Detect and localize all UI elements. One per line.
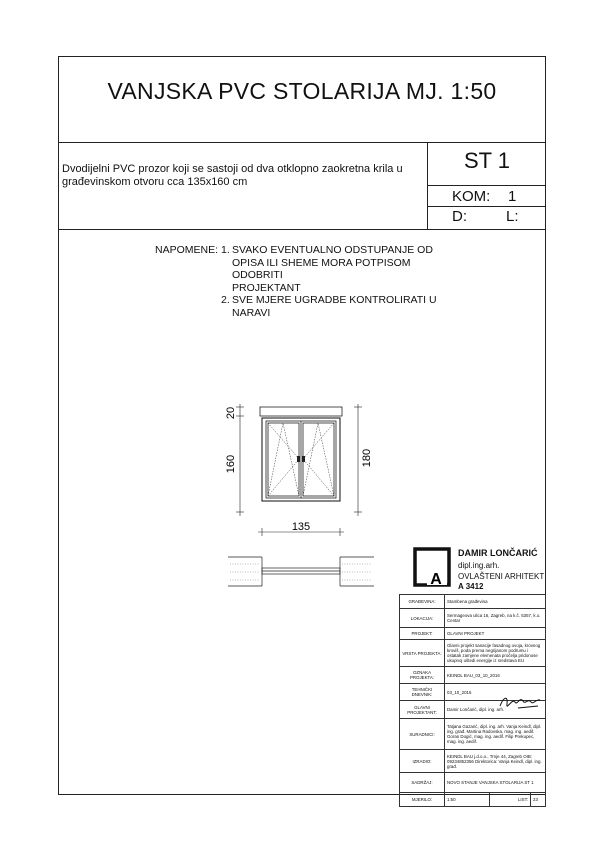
note-1-number: 1. bbox=[221, 244, 230, 256]
tb-key: GRAĐEVINA: bbox=[400, 595, 445, 609]
list-value: 23 bbox=[531, 793, 546, 807]
sash-right-turn-mark bbox=[303, 423, 334, 496]
tb-key: SADRŽAJ: bbox=[400, 773, 445, 793]
tb-value: 03_10_2015 bbox=[445, 684, 546, 701]
sash-left-handle bbox=[297, 456, 300, 462]
tb-value: KEINDL BAU j.d.o.o., Trnje 44, Zagreb OIB: 09234852356 Direktorica: Vanja Keindl, dipl. ing. građ. bbox=[445, 750, 546, 773]
dim-bottom-label: 135 bbox=[291, 521, 311, 533]
window-plan-section bbox=[228, 557, 374, 586]
table-row bbox=[400, 595, 546, 609]
table-row bbox=[400, 640, 546, 667]
table-row bbox=[400, 628, 546, 640]
tb-value: NOVO STANJE VANJSKA STOLARIJA ST 1 bbox=[445, 773, 546, 793]
signature bbox=[498, 692, 544, 714]
dim-right-label: 180 bbox=[361, 448, 373, 468]
dim-top-label: 20 bbox=[225, 406, 237, 420]
note-1-line-3: PROJEKTANT bbox=[232, 281, 301, 294]
tb-value: KEINDL BAU_03_10_2016 bbox=[445, 667, 546, 684]
sash-left-tilt-mark bbox=[268, 423, 299, 496]
table-row bbox=[400, 719, 546, 750]
kom-label: KOM: bbox=[452, 188, 491, 205]
table-row bbox=[400, 793, 546, 807]
sash-right bbox=[303, 423, 334, 496]
tb-key: SURADNICI: bbox=[400, 719, 445, 750]
element-code: ST 1 bbox=[463, 148, 511, 173]
d-label: D: bbox=[452, 208, 467, 225]
tb-key: OZNAKA PROJEKTA: bbox=[400, 667, 445, 684]
element-description: Dvodijelni PVC prozor koji se sastoji od dva otklopno zaokretna krila u građevinskom otvoru cca 135x160 cm bbox=[62, 163, 403, 188]
notes-lead: NAPOMENE: bbox=[155, 244, 219, 256]
note-1-line-2: OPISA ILI SHEME MORA POTPISOM ODOBRITI bbox=[232, 256, 411, 281]
note-2-line-1: SVE MJERE UGRADBE KONTROLIRATI U bbox=[232, 294, 437, 306]
architect-logo-letter: A bbox=[430, 571, 442, 588]
table-row bbox=[400, 773, 546, 793]
architect-title: dipl.ing.arh. bbox=[458, 561, 500, 570]
sash-left-turn-mark bbox=[268, 423, 299, 496]
tb-key: VRSTA PROJEKTA: bbox=[400, 640, 445, 667]
note-1-line-1: SVAKO EVENTUALNO ODSTUPANJE OD bbox=[232, 244, 433, 256]
tb-key: LOKACIJA: bbox=[400, 609, 445, 628]
table-row bbox=[400, 667, 546, 684]
window-head bbox=[260, 407, 342, 416]
table-row bbox=[400, 609, 546, 628]
tb-value: Tatjana Gazarić, dipl. ing. arh. Vanja Keindl, dipl. ing. građ. Martina Radovska, mag. ing. aedif. Goran Dogić, mag. ing. aedif. Filip Prekupec, mag. ing. aedif. bbox=[445, 719, 546, 750]
mjerilo-value: 1:50 bbox=[445, 793, 490, 807]
tb-value: GLAVNI PROJEKT bbox=[445, 628, 546, 640]
kom-value: 1 bbox=[508, 188, 517, 205]
sash-right-tilt-mark bbox=[303, 423, 334, 496]
tb-value: Sermageova ulica 16, Zagreb, na k.č. 5357, k.o. Centar bbox=[445, 609, 546, 628]
tb-key: TEHNIČKI DNEVNIK: bbox=[400, 684, 445, 701]
sash-right-handle bbox=[302, 456, 305, 462]
tb-key: IZRADIO: bbox=[400, 750, 445, 773]
architect-name: DAMIR LONČARIĆ bbox=[458, 548, 538, 558]
tb-value: Damir Lončarić, dipl. ing. arh. bbox=[445, 701, 546, 719]
dim-left-label: 160 bbox=[225, 454, 237, 474]
note-2-line-2: NARAVI bbox=[232, 306, 271, 319]
list-label: LIST: bbox=[490, 793, 531, 807]
tb-value: Stambena građevina bbox=[445, 595, 546, 609]
architect-licence: A 3412 bbox=[458, 582, 484, 591]
architect-role: OVLAŠTENI ARHITEKT bbox=[458, 572, 545, 581]
mjerilo-label: MJERILO: bbox=[400, 793, 445, 807]
note-2-number: 2. bbox=[221, 294, 230, 306]
page-title: VANJSKA PVC STOLARIJA MJ. 1:50 bbox=[107, 78, 497, 104]
tb-key: PROJEKT: bbox=[400, 628, 445, 640]
table-row bbox=[400, 750, 546, 773]
l-label: L: bbox=[506, 208, 519, 225]
sash-left bbox=[268, 423, 299, 496]
tb-value: Glavni projekt sanacije fasadnog ovoja, krovnog kroviš, poda prema negrijanom podrumu i ostatak zamjene elemenata pročelja pridonose ukupnoj uštedi energije iz sredstava EU bbox=[445, 640, 546, 667]
tb-key: GLAVNI PROJEKTANT: bbox=[400, 701, 445, 719]
